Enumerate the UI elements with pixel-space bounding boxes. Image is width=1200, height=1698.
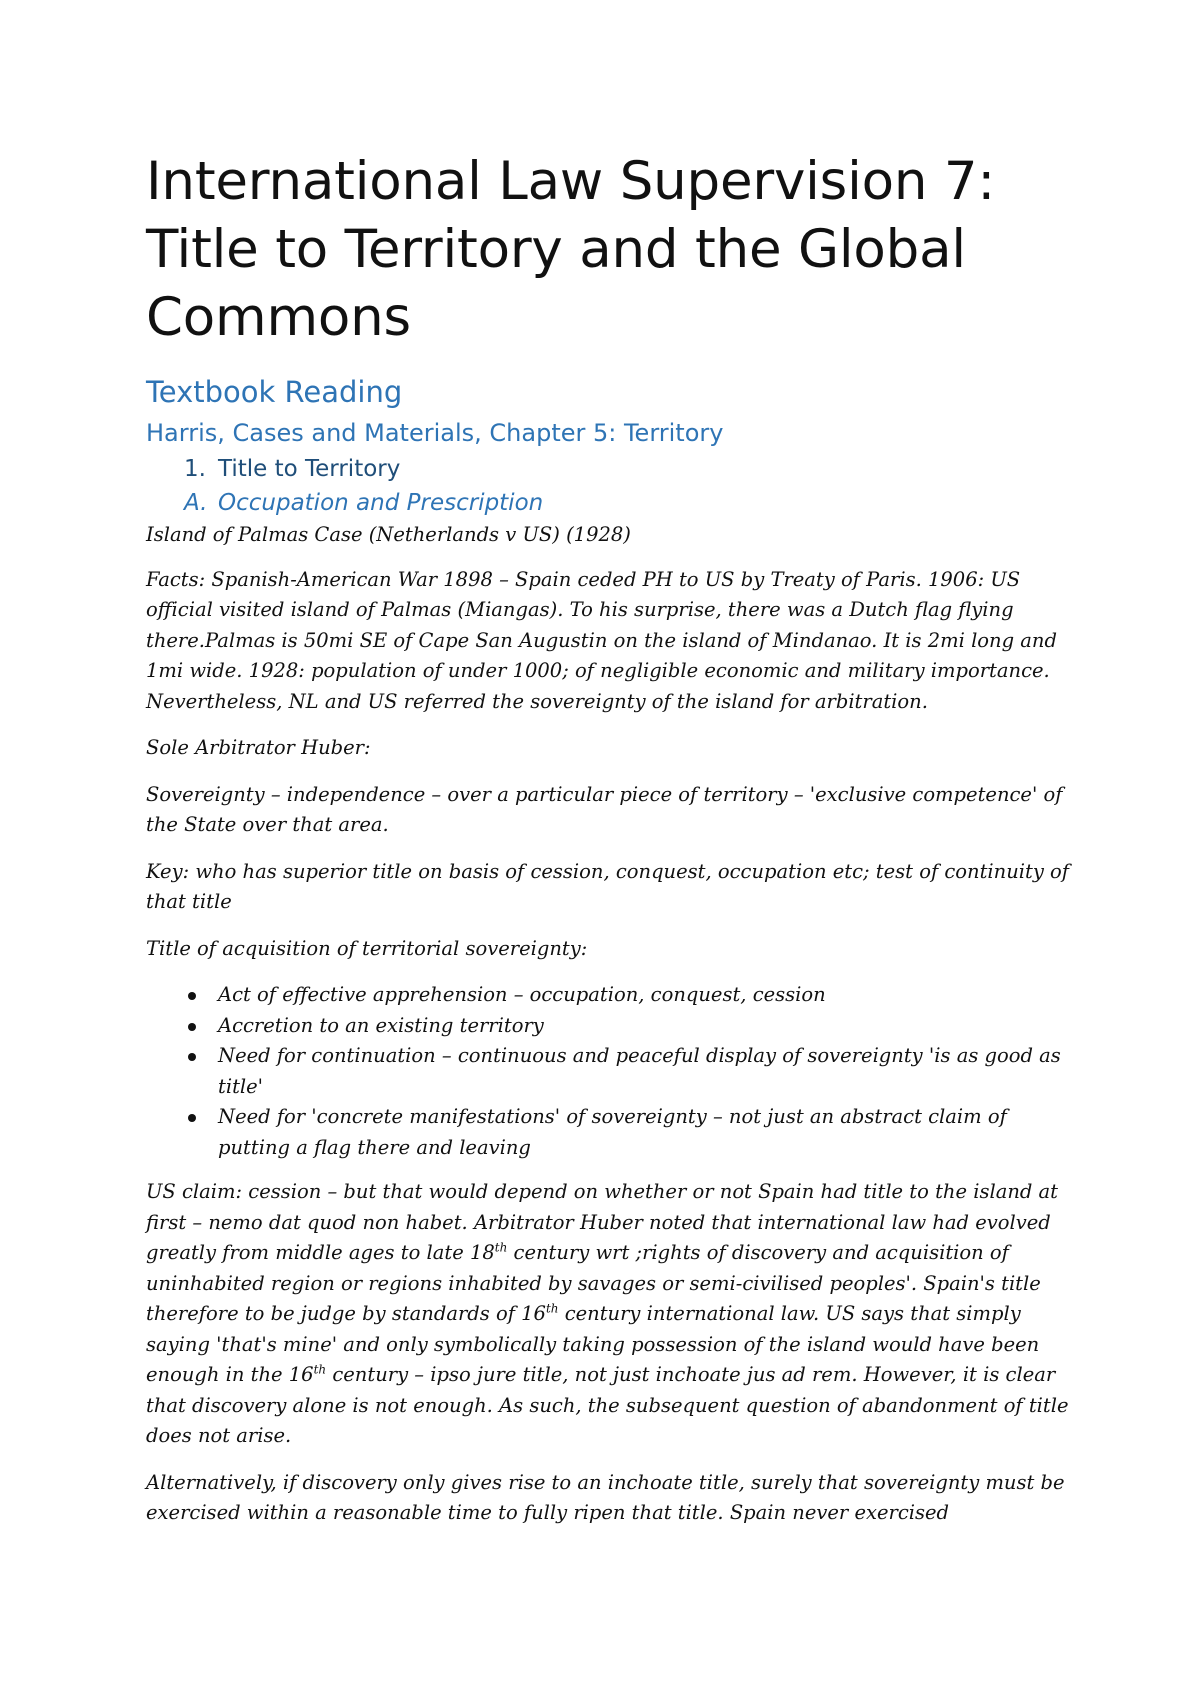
us-claim-text-2: century wrt ;rights of discovery and acquisition of uninhabited region or regions inhabited by savages or semi-civilised peoples'. Spain's title therefore to be judge by standards of 16 bbox=[146, 1241, 1041, 1325]
heading-text: Occupation and Prescription bbox=[218, 490, 544, 516]
sovereignty-paragraph: Sovereignty – independence – over a particular piece of territory – 'exclusive competence' of the State over that area. bbox=[146, 782, 1063, 836]
heading-number: 1. bbox=[184, 456, 206, 482]
us-claim-text-3: century international law. US says that simply saying 'that's mine' and only symbolically taking possession of the island would have been enough in the 16 bbox=[146, 1302, 1040, 1386]
title-acquisition-paragraph: Title of acquisition of territorial sovereignty: bbox=[146, 936, 588, 960]
list-item bbox=[146, 980, 1076, 1011]
bullet-icon bbox=[188, 1023, 196, 1031]
bullet-icon bbox=[188, 1053, 196, 1061]
us-claim-paragraph bbox=[146, 1177, 1076, 1452]
facts-paragraph: Facts: Spanish-American War 1898 – Spain ceded PH to US by Treaty of Paris. 1906: US official visited island of Palmas (Miangas). To his surprise, there was a Dutch flag flying there.Palmas is 50mi SE of Cape San Augustin on the island of Mindanao. It is 2mi long and 1mi wide. 1928: population of under 1000; of negligible economic and military importance. Nevertheless, NL and US referred the sovereignty of the island for arbitration. bbox=[146, 567, 1057, 713]
list-item-text: Accretion to an existing territory bbox=[218, 1013, 544, 1037]
superscript-th: th bbox=[313, 1362, 327, 1377]
acquisition-list bbox=[146, 980, 1076, 1163]
heading-title-to-territory bbox=[184, 454, 1076, 484]
us-claim-text-4: century – ipso jure title, not just inchoate jus ad rem. However, it is clear that discovery alone is not enough. As such, the subsequent question of abandonment of title does not arise. bbox=[146, 1363, 1069, 1447]
heading-textbook-reading: Textbook Reading bbox=[146, 375, 403, 409]
list-item bbox=[146, 1011, 1076, 1042]
heading-text: Title to Territory bbox=[218, 456, 401, 482]
arbitrator-paragraph: Sole Arbitrator Huber: bbox=[146, 736, 371, 759]
heading-harris-chapter: Harris, Cases and Materials, Chapter 5: Territory bbox=[146, 419, 724, 447]
list-item bbox=[146, 1102, 1076, 1163]
bullet-icon bbox=[188, 1114, 196, 1122]
document-content bbox=[146, 148, 1076, 1545]
list-item bbox=[146, 1041, 1076, 1102]
us-claim-text-1: US claim: cession – but that would depend on whether or not Spain had title to the island at first – nemo dat quod non habet. Arbitrator Huber noted that international law had evolved greatly from middle ages to late 18 bbox=[146, 1180, 1059, 1264]
bullet-icon bbox=[188, 992, 196, 1000]
case-name: Island of Palmas Case (Netherlands v US) (1928) bbox=[146, 523, 631, 546]
list-item-text: Need for 'concrete manifestations' of sovereignty – not just an abstract claim of putting a flag there and leaving bbox=[218, 1105, 1007, 1159]
alternatively-paragraph: Alternatively, if discovery only gives rise to an inchoate title, surely that sovereignty must be exercised within a reasonable time to fully ripen that title. Spain never exercised bbox=[146, 1470, 1065, 1524]
superscript-th: th bbox=[545, 1301, 559, 1316]
superscript-th: th bbox=[494, 1240, 508, 1255]
list-item-text: Act of effective apprehension – occupation, conquest, cession bbox=[218, 983, 826, 1006]
list-item-text: Need for continuation – continuous and peaceful display of sovereignty 'is as good as title' bbox=[218, 1044, 1061, 1098]
document-title: International Law Supervision 7: Title to Territory and the Global Commons bbox=[146, 151, 996, 348]
key-paragraph: Key: who has superior title on basis of cession, conquest, occupation etc; test of continuity of that title bbox=[146, 859, 1070, 913]
heading-letter: A. bbox=[184, 490, 208, 516]
heading-occupation-prescription bbox=[184, 488, 1076, 518]
